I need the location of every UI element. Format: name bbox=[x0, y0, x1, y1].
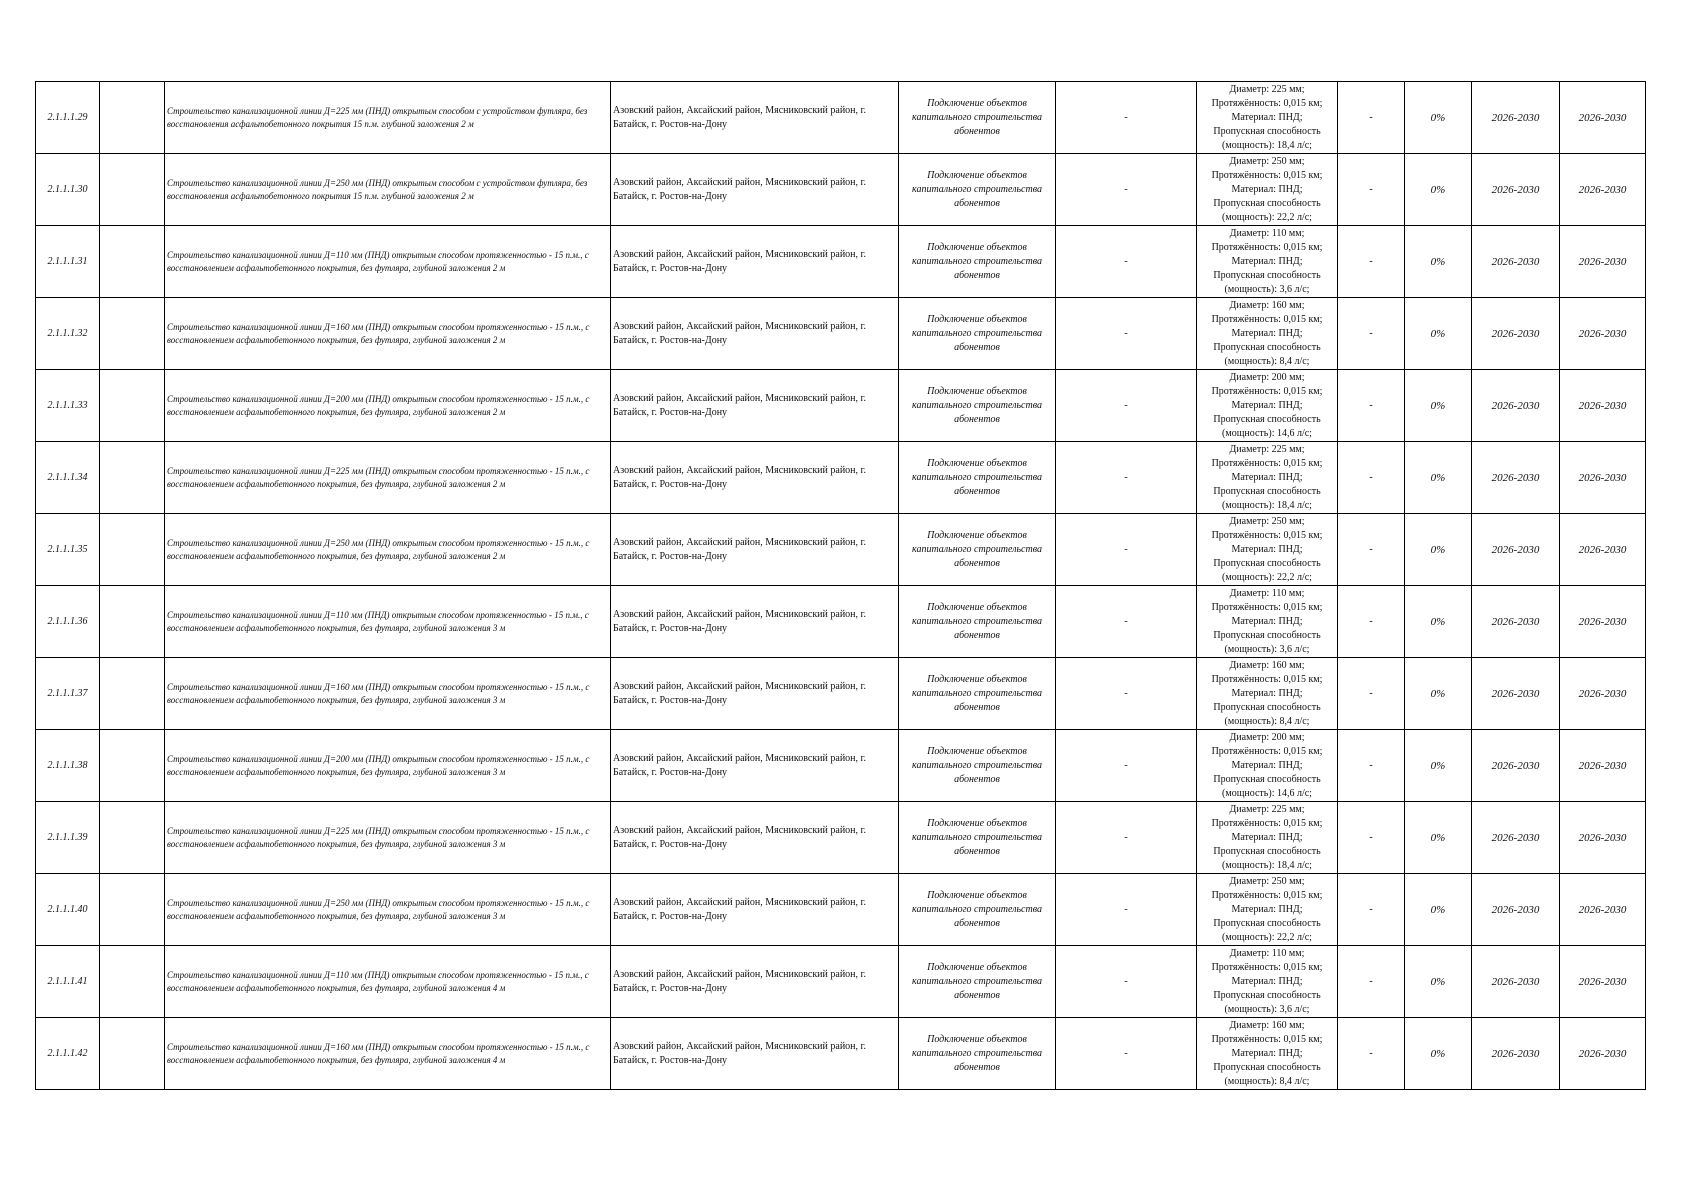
location-cell: Азовский район, Аксайский район, Мясниковский район, г. Батайск, г. Ростов-на-Дону bbox=[611, 1018, 899, 1090]
row-number-cell: 2.1.1.1.29 bbox=[36, 82, 100, 154]
spec-material: Материал: ПНД; bbox=[1231, 255, 1303, 267]
spec-capacity-value: (мощность): 18,4 л/с; bbox=[1222, 499, 1312, 511]
purpose-cell: Подключение объектов капитального строительства абонентов bbox=[899, 874, 1056, 946]
spec-capacity-value: (мощность): 3,6 л/с; bbox=[1224, 1003, 1310, 1015]
spec-capacity-label: Пропускная способность bbox=[1213, 917, 1321, 929]
technical-specs-cell bbox=[1197, 514, 1338, 586]
dash-cell: - bbox=[1338, 442, 1405, 514]
dash-cell: - bbox=[1338, 586, 1405, 658]
purpose-cell: Подключение объектов капитального строительства абонентов bbox=[899, 370, 1056, 442]
spec-capacity-value: (мощность): 22,2 л/с; bbox=[1222, 211, 1312, 223]
period-cell: 2026-2030 bbox=[1472, 82, 1560, 154]
percent-cell: 0% bbox=[1405, 586, 1472, 658]
spec-material: Материал: ПНД; bbox=[1231, 471, 1303, 483]
row-number-cell: 2.1.1.1.36 bbox=[36, 586, 100, 658]
row-number-cell: 2.1.1.1.37 bbox=[36, 658, 100, 730]
empty-cell bbox=[100, 514, 165, 586]
spec-diameter: Диаметр: 225 мм; bbox=[1229, 803, 1305, 815]
period-cell: 2026-2030 bbox=[1560, 874, 1646, 946]
project-name-cell: Строительство канализационной линии Д=200 мм (ПНД) открытым способом протяженностью - 15 п.м., с восстановлением асфальтобетонного покрытия, без футляра, глубиной заложения 3 м bbox=[165, 730, 611, 802]
technical-specs-cell bbox=[1197, 298, 1338, 370]
purpose-cell: Подключение объектов капитального строительства абонентов bbox=[899, 298, 1056, 370]
period-cell: 2026-2030 bbox=[1560, 226, 1646, 298]
period-cell: 2026-2030 bbox=[1560, 514, 1646, 586]
dash-cell: - bbox=[1338, 1018, 1405, 1090]
spec-capacity-value: (мощность): 22,2 л/с; bbox=[1222, 571, 1312, 583]
row-number-cell: 2.1.1.1.32 bbox=[36, 298, 100, 370]
period-cell: 2026-2030 bbox=[1472, 586, 1560, 658]
period-cell: 2026-2030 bbox=[1560, 730, 1646, 802]
dash-cell: - bbox=[1056, 730, 1197, 802]
period-cell: 2026-2030 bbox=[1472, 442, 1560, 514]
spec-diameter: Диаметр: 160 мм; bbox=[1229, 659, 1305, 671]
spec-capacity-label: Пропускная способность bbox=[1213, 557, 1321, 569]
spec-length: Протяжённость: 0,015 км; bbox=[1211, 313, 1323, 325]
empty-cell bbox=[100, 370, 165, 442]
empty-cell bbox=[100, 82, 165, 154]
dash-cell: - bbox=[1338, 946, 1405, 1018]
spec-capacity-value: (мощность): 8,4 л/с; bbox=[1224, 1075, 1310, 1087]
period-cell: 2026-2030 bbox=[1560, 154, 1646, 226]
spec-capacity-label: Пропускная способность bbox=[1213, 845, 1321, 857]
spec-length: Протяжённость: 0,015 км; bbox=[1211, 457, 1323, 469]
spec-diameter: Диаметр: 225 мм; bbox=[1229, 443, 1305, 455]
spec-capacity-value: (мощность): 3,6 л/с; bbox=[1224, 643, 1310, 655]
technical-specs-cell bbox=[1197, 442, 1338, 514]
row-number-cell: 2.1.1.1.40 bbox=[36, 874, 100, 946]
project-name-cell: Строительство канализационной линии Д=225 мм (ПНД) открытым способом с устройством футляра, без восстановления асфальтобетонного покрытия 15 п.м. глубиной заложения 2 м bbox=[165, 82, 611, 154]
period-cell: 2026-2030 bbox=[1472, 874, 1560, 946]
dash-cell: - bbox=[1056, 442, 1197, 514]
period-cell: 2026-2030 bbox=[1472, 226, 1560, 298]
period-cell: 2026-2030 bbox=[1472, 1018, 1560, 1090]
percent-cell: 0% bbox=[1405, 154, 1472, 226]
spec-material: Материал: ПНД; bbox=[1231, 759, 1303, 771]
spec-capacity-value: (мощность): 22,2 л/с; bbox=[1222, 931, 1312, 943]
spec-capacity-label: Пропускная способность bbox=[1213, 773, 1321, 785]
table-row bbox=[36, 154, 1646, 226]
row-number-cell: 2.1.1.1.30 bbox=[36, 154, 100, 226]
dash-cell: - bbox=[1056, 946, 1197, 1018]
project-name-cell: Строительство канализационной линии Д=110 мм (ПНД) открытым способом протяженностью - 15 п.м., с восстановлением асфальтобетонного покрытия, без футляра, глубиной заложения 4 м bbox=[165, 946, 611, 1018]
spec-length: Протяжённость: 0,015 км; bbox=[1211, 817, 1323, 829]
empty-cell bbox=[100, 1018, 165, 1090]
spec-length: Протяжённость: 0,015 км; bbox=[1211, 529, 1323, 541]
spec-diameter: Диаметр: 110 мм; bbox=[1229, 947, 1305, 959]
spec-capacity-label: Пропускная способность bbox=[1213, 485, 1321, 497]
spec-capacity-label: Пропускная способность bbox=[1213, 629, 1321, 641]
dash-cell: - bbox=[1056, 874, 1197, 946]
empty-cell bbox=[100, 226, 165, 298]
period-cell: 2026-2030 bbox=[1560, 586, 1646, 658]
row-number-cell: 2.1.1.1.39 bbox=[36, 802, 100, 874]
empty-cell bbox=[100, 442, 165, 514]
spec-capacity-label: Пропускная способность bbox=[1213, 269, 1321, 281]
dash-cell: - bbox=[1338, 154, 1405, 226]
spec-material: Материал: ПНД; bbox=[1231, 975, 1303, 987]
location-cell: Азовский район, Аксайский район, Мясниковский район, г. Батайск, г. Ростов-на-Дону bbox=[611, 946, 899, 1018]
empty-cell bbox=[100, 586, 165, 658]
purpose-cell: Подключение объектов капитального строительства абонентов bbox=[899, 802, 1056, 874]
purpose-cell: Подключение объектов капитального строительства абонентов bbox=[899, 946, 1056, 1018]
percent-cell: 0% bbox=[1405, 946, 1472, 1018]
project-name-cell: Строительство канализационной линии Д=250 мм (ПНД) открытым способом протяженностью - 15 п.м., с восстановлением асфальтобетонного покрытия, без футляра, глубиной заложения 3 м bbox=[165, 874, 611, 946]
period-cell: 2026-2030 bbox=[1560, 82, 1646, 154]
dash-cell: - bbox=[1056, 514, 1197, 586]
empty-cell bbox=[100, 802, 165, 874]
spec-material: Материал: ПНД; bbox=[1231, 183, 1303, 195]
table-row bbox=[36, 82, 1646, 154]
spec-diameter: Диаметр: 250 мм; bbox=[1229, 875, 1305, 887]
period-cell: 2026-2030 bbox=[1560, 442, 1646, 514]
purpose-cell: Подключение объектов капитального строительства абонентов bbox=[899, 658, 1056, 730]
dash-cell: - bbox=[1338, 730, 1405, 802]
purpose-cell: Подключение объектов капитального строительства абонентов bbox=[899, 442, 1056, 514]
percent-cell: 0% bbox=[1405, 802, 1472, 874]
period-cell: 2026-2030 bbox=[1472, 370, 1560, 442]
percent-cell: 0% bbox=[1405, 874, 1472, 946]
period-cell: 2026-2030 bbox=[1560, 946, 1646, 1018]
location-cell: Азовский район, Аксайский район, Мясниковский район, г. Батайск, г. Ростов-на-Дону bbox=[611, 298, 899, 370]
row-number-cell: 2.1.1.1.38 bbox=[36, 730, 100, 802]
spec-length: Протяжённость: 0,015 км; bbox=[1211, 1033, 1323, 1045]
spec-material: Материал: ПНД; bbox=[1231, 615, 1303, 627]
spec-material: Материал: ПНД; bbox=[1231, 111, 1303, 123]
percent-cell: 0% bbox=[1405, 514, 1472, 586]
dash-cell: - bbox=[1056, 1018, 1197, 1090]
spec-capacity-value: (мощность): 14,6 л/с; bbox=[1222, 427, 1312, 439]
technical-specs-cell bbox=[1197, 1018, 1338, 1090]
dash-cell: - bbox=[1338, 874, 1405, 946]
document-page bbox=[35, 81, 1645, 1090]
dash-cell: - bbox=[1338, 298, 1405, 370]
spec-length: Протяжённость: 0,015 км; bbox=[1211, 889, 1323, 901]
table-row bbox=[36, 586, 1646, 658]
purpose-cell: Подключение объектов капитального строительства абонентов bbox=[899, 154, 1056, 226]
percent-cell: 0% bbox=[1405, 442, 1472, 514]
spec-material: Материал: ПНД; bbox=[1231, 327, 1303, 339]
technical-specs-cell bbox=[1197, 226, 1338, 298]
dash-cell: - bbox=[1056, 658, 1197, 730]
table-body bbox=[36, 82, 1646, 1090]
project-name-cell: Строительство канализационной линии Д=250 мм (ПНД) открытым способом протяженностью - 15 п.м., с восстановлением асфальтобетонного покрытия, без футляра, глубиной заложения 2 м bbox=[165, 514, 611, 586]
empty-cell bbox=[100, 298, 165, 370]
project-name-cell: Строительство канализационной линии Д=160 мм (ПНД) открытым способом протяженностью - 15 п.м., с восстановлением асфальтобетонного покрытия, без футляра, глубиной заложения 3 м bbox=[165, 658, 611, 730]
table-row bbox=[36, 298, 1646, 370]
technical-specs-cell bbox=[1197, 154, 1338, 226]
period-cell: 2026-2030 bbox=[1472, 298, 1560, 370]
dash-cell: - bbox=[1056, 298, 1197, 370]
location-cell: Азовский район, Аксайский район, Мясниковский район, г. Батайск, г. Ростов-на-Дону bbox=[611, 730, 899, 802]
percent-cell: 0% bbox=[1405, 226, 1472, 298]
technical-specs-cell bbox=[1197, 802, 1338, 874]
percent-cell: 0% bbox=[1405, 658, 1472, 730]
period-cell: 2026-2030 bbox=[1472, 154, 1560, 226]
spec-capacity-label: Пропускная способность bbox=[1213, 989, 1321, 1001]
technical-specs-cell bbox=[1197, 82, 1338, 154]
period-cell: 2026-2030 bbox=[1472, 658, 1560, 730]
spec-length: Протяжённость: 0,015 км; bbox=[1211, 745, 1323, 757]
spec-capacity-label: Пропускная способность bbox=[1213, 413, 1321, 425]
empty-cell bbox=[100, 946, 165, 1018]
row-number-cell: 2.1.1.1.34 bbox=[36, 442, 100, 514]
project-name-cell: Строительство канализационной линии Д=250 мм (ПНД) открытым способом с устройством футляра, без восстановления асфальтобетонного покрытия 15 п.м. глубиной заложения 2 м bbox=[165, 154, 611, 226]
spec-capacity-label: Пропускная способность bbox=[1213, 341, 1321, 353]
purpose-cell: Подключение объектов капитального строительства абонентов bbox=[899, 514, 1056, 586]
location-cell: Азовский район, Аксайский район, Мясниковский район, г. Батайск, г. Ростов-на-Дону bbox=[611, 82, 899, 154]
spec-capacity-value: (мощность): 18,4 л/с; bbox=[1222, 139, 1312, 151]
spec-length: Протяжённость: 0,015 км; bbox=[1211, 961, 1323, 973]
period-cell: 2026-2030 bbox=[1560, 1018, 1646, 1090]
spec-diameter: Диаметр: 200 мм; bbox=[1229, 371, 1305, 383]
period-cell: 2026-2030 bbox=[1472, 730, 1560, 802]
purpose-cell: Подключение объектов капитального строительства абонентов bbox=[899, 226, 1056, 298]
project-name-cell: Строительство канализационной линии Д=160 мм (ПНД) открытым способом протяженностью - 15 п.м., с восстановлением асфальтобетонного покрытия, без футляра, глубиной заложения 4 м bbox=[165, 1018, 611, 1090]
table-row bbox=[36, 226, 1646, 298]
spec-capacity-value: (мощность): 8,4 л/с; bbox=[1224, 715, 1310, 727]
location-cell: Азовский район, Аксайский район, Мясниковский район, г. Батайск, г. Ростов-на-Дону bbox=[611, 514, 899, 586]
technical-specs-cell bbox=[1197, 370, 1338, 442]
table-row bbox=[36, 730, 1646, 802]
location-cell: Азовский район, Аксайский район, Мясниковский район, г. Батайск, г. Ростов-на-Дону bbox=[611, 586, 899, 658]
row-number-cell: 2.1.1.1.41 bbox=[36, 946, 100, 1018]
dash-cell: - bbox=[1056, 370, 1197, 442]
spec-length: Протяжённость: 0,015 км; bbox=[1211, 601, 1323, 613]
project-name-cell: Строительство канализационной линии Д=225 мм (ПНД) открытым способом протяженностью - 15 п.м., с восстановлением асфальтобетонного покрытия, без футляра, глубиной заложения 2 м bbox=[165, 442, 611, 514]
percent-cell: 0% bbox=[1405, 370, 1472, 442]
spec-material: Материал: ПНД; bbox=[1231, 399, 1303, 411]
spec-length: Протяжённость: 0,015 км; bbox=[1211, 97, 1323, 109]
period-cell: 2026-2030 bbox=[1472, 946, 1560, 1018]
dash-cell: - bbox=[1056, 154, 1197, 226]
spec-diameter: Диаметр: 250 мм; bbox=[1229, 515, 1305, 527]
spec-length: Протяжённость: 0,015 км; bbox=[1211, 673, 1323, 685]
period-cell: 2026-2030 bbox=[1560, 298, 1646, 370]
purpose-cell: Подключение объектов капитального строительства абонентов bbox=[899, 82, 1056, 154]
dash-cell: - bbox=[1338, 514, 1405, 586]
spec-capacity-label: Пропускная способность bbox=[1213, 197, 1321, 209]
spec-capacity-value: (мощность): 3,6 л/с; bbox=[1224, 283, 1310, 295]
table-row bbox=[36, 658, 1646, 730]
percent-cell: 0% bbox=[1405, 1018, 1472, 1090]
percent-cell: 0% bbox=[1405, 730, 1472, 802]
spec-diameter: Диаметр: 225 мм; bbox=[1229, 83, 1305, 95]
spec-capacity-value: (мощность): 8,4 л/с; bbox=[1224, 355, 1310, 367]
empty-cell bbox=[100, 874, 165, 946]
spec-material: Материал: ПНД; bbox=[1231, 543, 1303, 555]
spec-length: Протяжённость: 0,015 км; bbox=[1211, 241, 1323, 253]
spec-diameter: Диаметр: 160 мм; bbox=[1229, 299, 1305, 311]
dash-cell: - bbox=[1056, 586, 1197, 658]
table-row bbox=[36, 514, 1646, 586]
spec-diameter: Диаметр: 200 мм; bbox=[1229, 731, 1305, 743]
row-number-cell: 2.1.1.1.42 bbox=[36, 1018, 100, 1090]
spec-length: Протяжённость: 0,015 км; bbox=[1211, 385, 1323, 397]
spec-diameter: Диаметр: 110 мм; bbox=[1229, 227, 1305, 239]
spec-capacity-value: (мощность): 18,4 л/с; bbox=[1222, 859, 1312, 871]
row-number-cell: 2.1.1.1.35 bbox=[36, 514, 100, 586]
percent-cell: 0% bbox=[1405, 82, 1472, 154]
empty-cell bbox=[100, 658, 165, 730]
purpose-cell: Подключение объектов капитального строительства абонентов bbox=[899, 586, 1056, 658]
spec-diameter: Диаметр: 160 мм; bbox=[1229, 1019, 1305, 1031]
period-cell: 2026-2030 bbox=[1560, 658, 1646, 730]
empty-cell bbox=[100, 154, 165, 226]
spec-material: Материал: ПНД; bbox=[1231, 687, 1303, 699]
table-row bbox=[36, 1018, 1646, 1090]
location-cell: Азовский район, Аксайский район, Мясниковский район, г. Батайск, г. Ростов-на-Дону bbox=[611, 226, 899, 298]
table-row bbox=[36, 370, 1646, 442]
spec-capacity-label: Пропускная способность bbox=[1213, 125, 1321, 137]
period-cell: 2026-2030 bbox=[1472, 802, 1560, 874]
period-cell: 2026-2030 bbox=[1560, 370, 1646, 442]
table-row bbox=[36, 946, 1646, 1018]
table-row bbox=[36, 874, 1646, 946]
technical-specs-cell bbox=[1197, 874, 1338, 946]
dash-cell: - bbox=[1338, 658, 1405, 730]
purpose-cell: Подключение объектов капитального строительства абонентов bbox=[899, 730, 1056, 802]
dash-cell: - bbox=[1338, 82, 1405, 154]
location-cell: Азовский район, Аксайский район, Мясниковский район, г. Батайск, г. Ростов-на-Дону bbox=[611, 802, 899, 874]
technical-specs-cell bbox=[1197, 586, 1338, 658]
location-cell: Азовский район, Аксайский район, Мясниковский район, г. Батайск, г. Ростов-на-Дону bbox=[611, 370, 899, 442]
row-number-cell: 2.1.1.1.31 bbox=[36, 226, 100, 298]
project-name-cell: Строительство канализационной линии Д=225 мм (ПНД) открытым способом протяженностью - 15 п.м., с восстановлением асфальтобетонного покрытия, без футляра, глубиной заложения 3 м bbox=[165, 802, 611, 874]
project-name-cell: Строительство канализационной линии Д=160 мм (ПНД) открытым способом протяженностью - 15 п.м., с восстановлением асфальтобетонного покрытия, без футляра, глубиной заложения 2 м bbox=[165, 298, 611, 370]
dash-cell: - bbox=[1338, 802, 1405, 874]
spec-length: Протяжённость: 0,015 км; bbox=[1211, 169, 1323, 181]
dash-cell: - bbox=[1338, 226, 1405, 298]
location-cell: Азовский район, Аксайский район, Мясниковский район, г. Батайск, г. Ростов-на-Дону bbox=[611, 154, 899, 226]
spec-capacity-value: (мощность): 14,6 л/с; bbox=[1222, 787, 1312, 799]
spec-diameter: Диаметр: 110 мм; bbox=[1229, 587, 1305, 599]
spec-diameter: Диаметр: 250 мм; bbox=[1229, 155, 1305, 167]
technical-specs-cell bbox=[1197, 658, 1338, 730]
location-cell: Азовский район, Аксайский район, Мясниковский район, г. Батайск, г. Ростов-на-Дону bbox=[611, 874, 899, 946]
project-name-cell: Строительство канализационной линии Д=110 мм (ПНД) открытым способом протяженностью - 15 п.м., с восстановлением асфальтобетонного покрытия, без футляра, глубиной заложения 3 м bbox=[165, 586, 611, 658]
dash-cell: - bbox=[1056, 802, 1197, 874]
spec-material: Материал: ПНД; bbox=[1231, 831, 1303, 843]
period-cell: 2026-2030 bbox=[1560, 802, 1646, 874]
empty-cell bbox=[100, 730, 165, 802]
period-cell: 2026-2030 bbox=[1472, 514, 1560, 586]
spec-material: Материал: ПНД; bbox=[1231, 903, 1303, 915]
project-name-cell: Строительство канализационной линии Д=200 мм (ПНД) открытым способом протяженностью - 15 п.м., с восстановлением асфальтобетонного покрытия, без футляра, глубиной заложения 2 м bbox=[165, 370, 611, 442]
dash-cell: - bbox=[1338, 370, 1405, 442]
location-cell: Азовский район, Аксайский район, Мясниковский район, г. Батайск, г. Ростов-на-Дону bbox=[611, 658, 899, 730]
spec-capacity-label: Пропускная способность bbox=[1213, 1061, 1321, 1073]
row-number-cell: 2.1.1.1.33 bbox=[36, 370, 100, 442]
table-row bbox=[36, 802, 1646, 874]
table-row bbox=[36, 442, 1646, 514]
technical-specs-cell bbox=[1197, 946, 1338, 1018]
percent-cell: 0% bbox=[1405, 298, 1472, 370]
purpose-cell: Подключение объектов капитального строительства абонентов bbox=[899, 1018, 1056, 1090]
dash-cell: - bbox=[1056, 226, 1197, 298]
spec-capacity-label: Пропускная способность bbox=[1213, 701, 1321, 713]
dash-cell: - bbox=[1056, 82, 1197, 154]
investment-program-table bbox=[35, 81, 1646, 1090]
technical-specs-cell bbox=[1197, 730, 1338, 802]
spec-material: Материал: ПНД; bbox=[1231, 1047, 1303, 1059]
project-name-cell: Строительство канализационной линии Д=110 мм (ПНД) открытым способом протяженностью - 15 п.м., с восстановлением асфальтобетонного покрытия, без футляра, глубиной заложения 2 м bbox=[165, 226, 611, 298]
location-cell: Азовский район, Аксайский район, Мясниковский район, г. Батайск, г. Ростов-на-Дону bbox=[611, 442, 899, 514]
